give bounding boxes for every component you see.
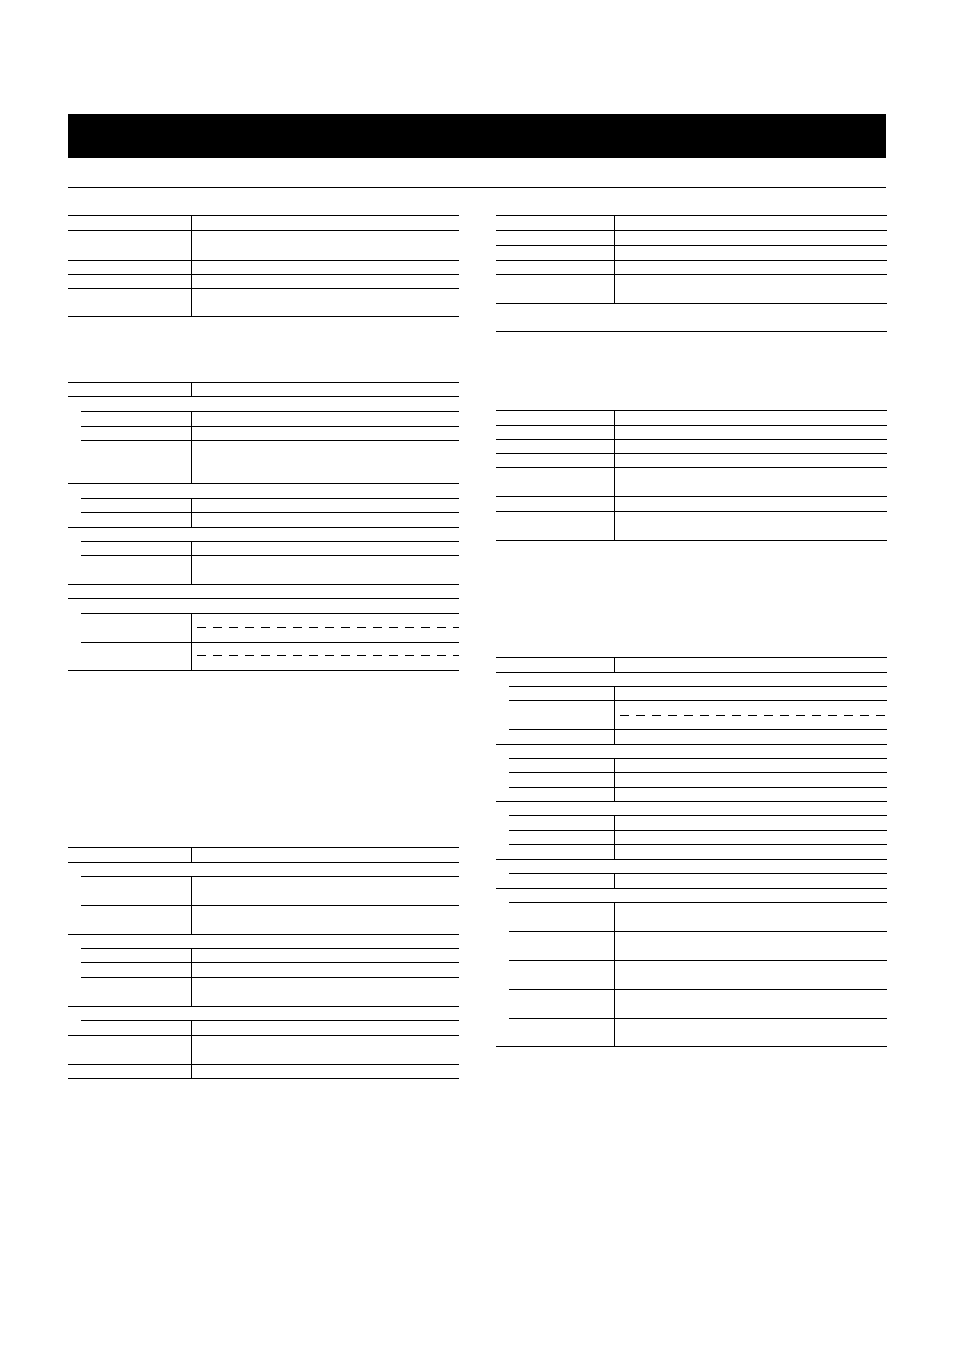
table-row-line <box>68 670 459 671</box>
table-row-line <box>81 498 459 499</box>
table-row-line <box>496 303 887 304</box>
table-row-line <box>496 859 887 860</box>
table-row-line <box>509 729 887 730</box>
table-row-line <box>496 439 887 440</box>
table-row-line <box>81 440 459 441</box>
spec-table-right-3 <box>496 657 887 1047</box>
table-row-line <box>509 1018 887 1019</box>
spec-table-left-1 <box>68 215 459 317</box>
table-row-line <box>496 425 887 426</box>
table-row-line <box>81 876 459 877</box>
table-row-line <box>496 453 887 454</box>
table-row-line <box>81 948 459 949</box>
table-row-line <box>509 844 887 845</box>
column-divider <box>191 613 192 670</box>
dashed-separator <box>197 655 459 656</box>
table-row-line <box>81 613 459 614</box>
spec-table-right-2 <box>496 410 887 541</box>
table-row-line <box>68 1078 459 1079</box>
spec-table-left-3 <box>68 847 459 1079</box>
table-row-line <box>496 215 887 216</box>
table-row-line <box>68 1035 459 1036</box>
table-row-line <box>496 1046 887 1047</box>
table-row-line <box>68 396 459 397</box>
table-row-line <box>496 496 887 497</box>
column-divider <box>191 215 192 316</box>
table-row-line <box>509 830 887 831</box>
table-row-line <box>68 483 459 484</box>
table-row-line <box>81 541 459 542</box>
column-divider <box>191 541 192 584</box>
table-row-line <box>509 787 887 788</box>
table-row-line <box>81 426 459 427</box>
column-divider <box>191 1020 192 1078</box>
spec-table-left-2 <box>68 382 459 671</box>
table-row-line <box>81 962 459 963</box>
table-row-line <box>68 215 459 216</box>
table-row-line <box>68 230 459 231</box>
table-row-line <box>68 527 459 528</box>
column-divider <box>191 382 192 396</box>
table-row-line <box>496 672 887 673</box>
table-row-line <box>496 511 887 512</box>
table-row-line <box>81 555 459 556</box>
table-row-line <box>496 657 887 658</box>
table-row-line <box>496 410 887 411</box>
table-row-line <box>496 331 887 332</box>
column-divider <box>191 948 192 1006</box>
table-row-line <box>509 902 887 903</box>
table-row-line <box>68 934 459 935</box>
column-divider <box>614 215 615 303</box>
table-row-line <box>496 888 887 889</box>
section-rule <box>68 187 886 188</box>
table-row-line <box>496 801 887 802</box>
table-row-line <box>68 316 459 317</box>
column-divider <box>614 410 615 540</box>
column-divider <box>191 498 192 527</box>
table-row-line <box>509 815 887 816</box>
column-divider <box>191 876 192 934</box>
table-row-line <box>81 1020 459 1021</box>
table-row-line <box>509 772 887 773</box>
spec-table-right-1 <box>496 215 887 332</box>
table-row-line <box>81 905 459 906</box>
table-row-line <box>509 989 887 990</box>
table-row-line <box>496 230 887 231</box>
table-row-line <box>496 245 887 246</box>
table-row-line <box>509 700 887 701</box>
table-row-line <box>68 598 459 599</box>
table-row-line <box>68 260 459 261</box>
table-row-line <box>496 467 887 468</box>
column-divider <box>614 873 615 888</box>
table-row-line <box>81 642 459 643</box>
table-row-line <box>509 873 887 874</box>
column-divider <box>614 657 615 672</box>
header-bar <box>68 114 886 158</box>
table-row-line <box>509 960 887 961</box>
column-divider <box>191 411 192 483</box>
table-row-line <box>68 274 459 275</box>
column-divider <box>614 686 615 744</box>
table-row-line <box>81 512 459 513</box>
table-row-line <box>496 540 887 541</box>
table-row-line <box>496 744 887 745</box>
column-divider <box>614 815 615 859</box>
table-row-line <box>81 411 459 412</box>
dashed-separator <box>197 627 459 628</box>
table-row-line <box>68 382 459 383</box>
dashed-separator <box>620 715 887 716</box>
table-row-line <box>68 1006 459 1007</box>
column-divider <box>614 758 615 801</box>
column-divider <box>191 847 192 862</box>
table-row-line <box>68 847 459 848</box>
column-divider <box>614 902 615 1046</box>
table-row-line <box>68 584 459 585</box>
table-row-line <box>509 931 887 932</box>
table-row-line <box>68 862 459 863</box>
table-row-line <box>509 686 887 687</box>
table-row-line <box>68 1064 459 1065</box>
table-row-line <box>496 274 887 275</box>
table-row-line <box>68 288 459 289</box>
table-row-line <box>496 260 887 261</box>
table-row-line <box>81 977 459 978</box>
table-row-line <box>509 758 887 759</box>
